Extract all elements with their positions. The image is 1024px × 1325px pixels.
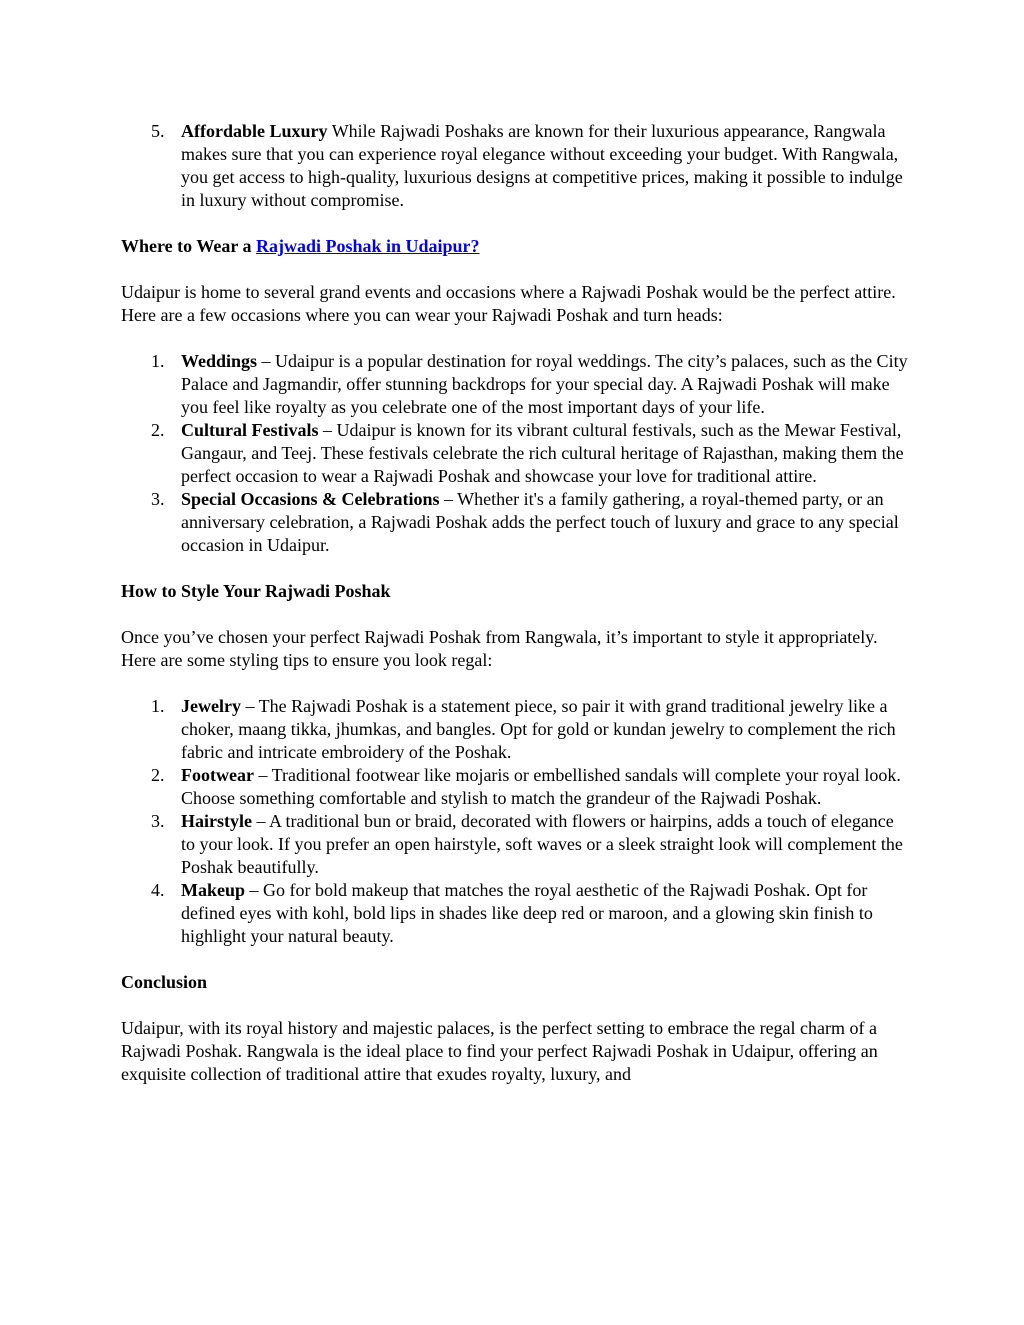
rajwadi-poshak-udaipur-link[interactable]: Rajwadi Poshak in Udaipur?	[255, 236, 480, 256]
list-item-text: – Whether it's a family gathering, a royal-themed party, or an anniversary celebration, a Rajwadi Poshak adds the perfect touch of luxury and grace to any special occasion in Udaipur.	[181, 489, 899, 555]
list-item-title: Jewelry	[181, 696, 241, 716]
where-heading-prefix: Where to Wear a	[121, 236, 256, 256]
conclusion-heading-text: Conclusion	[121, 972, 208, 992]
list-item-title: Footwear	[181, 765, 254, 785]
list-item-title: Cultural Festivals	[181, 420, 319, 440]
list-item-text: – Traditional footwear like mojaris or embellished sandals will complete your royal look. Choose something comfortable and stylish to match the grandeur of the Rajwadi Poshak.	[181, 765, 901, 808]
list-item-title: Affordable Luxury	[181, 121, 328, 141]
list-item-text: – Go for bold makeup that matches the royal aesthetic of the Rajwadi Poshak. Opt for defined eyes with kohl, bold lips in shades like deep red or maroon, and a glowing skin finish to highlight your natural beauty.	[181, 880, 873, 946]
list-number: 1.	[151, 351, 165, 371]
list-item	[121, 764, 911, 810]
where-intro: Udaipur is home to several grand events and occasions where a Rajwadi Poshak would be the perfect attire. Here are a few occasions where you can wear your Rajwadi Poshak and turn heads:	[121, 282, 896, 325]
conclusion-heading	[121, 971, 911, 994]
list-number: 3.	[151, 489, 165, 509]
list-item	[121, 419, 911, 488]
list-number: 3.	[151, 811, 165, 831]
style-heading-text: How to Style Your Rajwadi Poshak	[121, 581, 391, 601]
affordable-list	[121, 120, 911, 212]
list-number: 5.	[151, 121, 165, 141]
list-item-text: While Rajwadi Poshaks are known for their luxurious appearance, Rangwala makes sure that you can experience royal elegance without exceeding your budget. With Rangwala, you get access to high-quality, luxurious designs at competitive prices, making it possible to indulge in luxury without compromise.	[181, 121, 903, 210]
list-item-title: Makeup	[181, 880, 246, 900]
list-number: 1.	[151, 696, 165, 716]
list-item	[121, 695, 911, 764]
list-number: 4.	[151, 880, 165, 900]
document-page	[121, 120, 911, 1086]
list-item	[121, 810, 911, 879]
where-heading	[121, 235, 911, 258]
style-heading	[121, 580, 911, 603]
conclusion-text: Udaipur, with its royal history and majestic palaces, is the perfect setting to embrace the regal charm of a Rajwadi Poshak. Rangwala is the ideal place to find your perfect Rajwadi Poshak in Udaipur, offering an exquisite collection of traditional attire that exudes royalty, luxury, and	[121, 1018, 878, 1084]
styling-tips-list	[121, 695, 911, 948]
list-number: 2.	[151, 420, 165, 440]
occasions-list	[121, 350, 911, 557]
list-item-title: Hairstyle	[181, 811, 252, 831]
list-item-title: Special Occasions & Celebrations	[181, 489, 440, 509]
list-item-text: – A traditional bun or braid, decorated with flowers or hairpins, adds a touch of elegance to your look. If you prefer an open hairstyle, soft waves or a sleek straight look will complement the Poshak beautifully.	[181, 811, 903, 877]
list-item-text: – The Rajwadi Poshak is a statement piece, so pair it with grand traditional jewelry like a choker, maang tikka, jhumkas, and bangles. Opt for gold or kundan jewelry to complement the rich fabric and intricate embroidery of the Poshak.	[181, 696, 896, 762]
list-item-title: Weddings	[181, 351, 258, 371]
list-item	[121, 488, 911, 557]
style-intro: Once you’ve chosen your perfect Rajwadi Poshak from Rangwala, it’s important to style it appropriately. Here are some styling tips to ensure you look regal:	[121, 627, 878, 670]
list-item-text: – Udaipur is known for its vibrant cultural festivals, such as the Mewar Festival, Gangaur, and Teej. These festivals celebrate the rich cultural heritage of Rajasthan, making them the perfect occasion to wear a Rajwadi Poshak and showcase your love for traditional attire.	[181, 420, 904, 486]
list-item	[121, 350, 911, 419]
list-item	[121, 879, 911, 948]
list-item-text: – Udaipur is a popular destination for royal weddings. The city’s palaces, such as the City Palace and Jagmandir, offer stunning backdrops for your special day. A Rajwadi Poshak will make you feel like royalty as you celebrate one of the most important days of your life.	[181, 351, 908, 417]
list-number: 2.	[151, 765, 165, 785]
list-item	[121, 120, 911, 212]
